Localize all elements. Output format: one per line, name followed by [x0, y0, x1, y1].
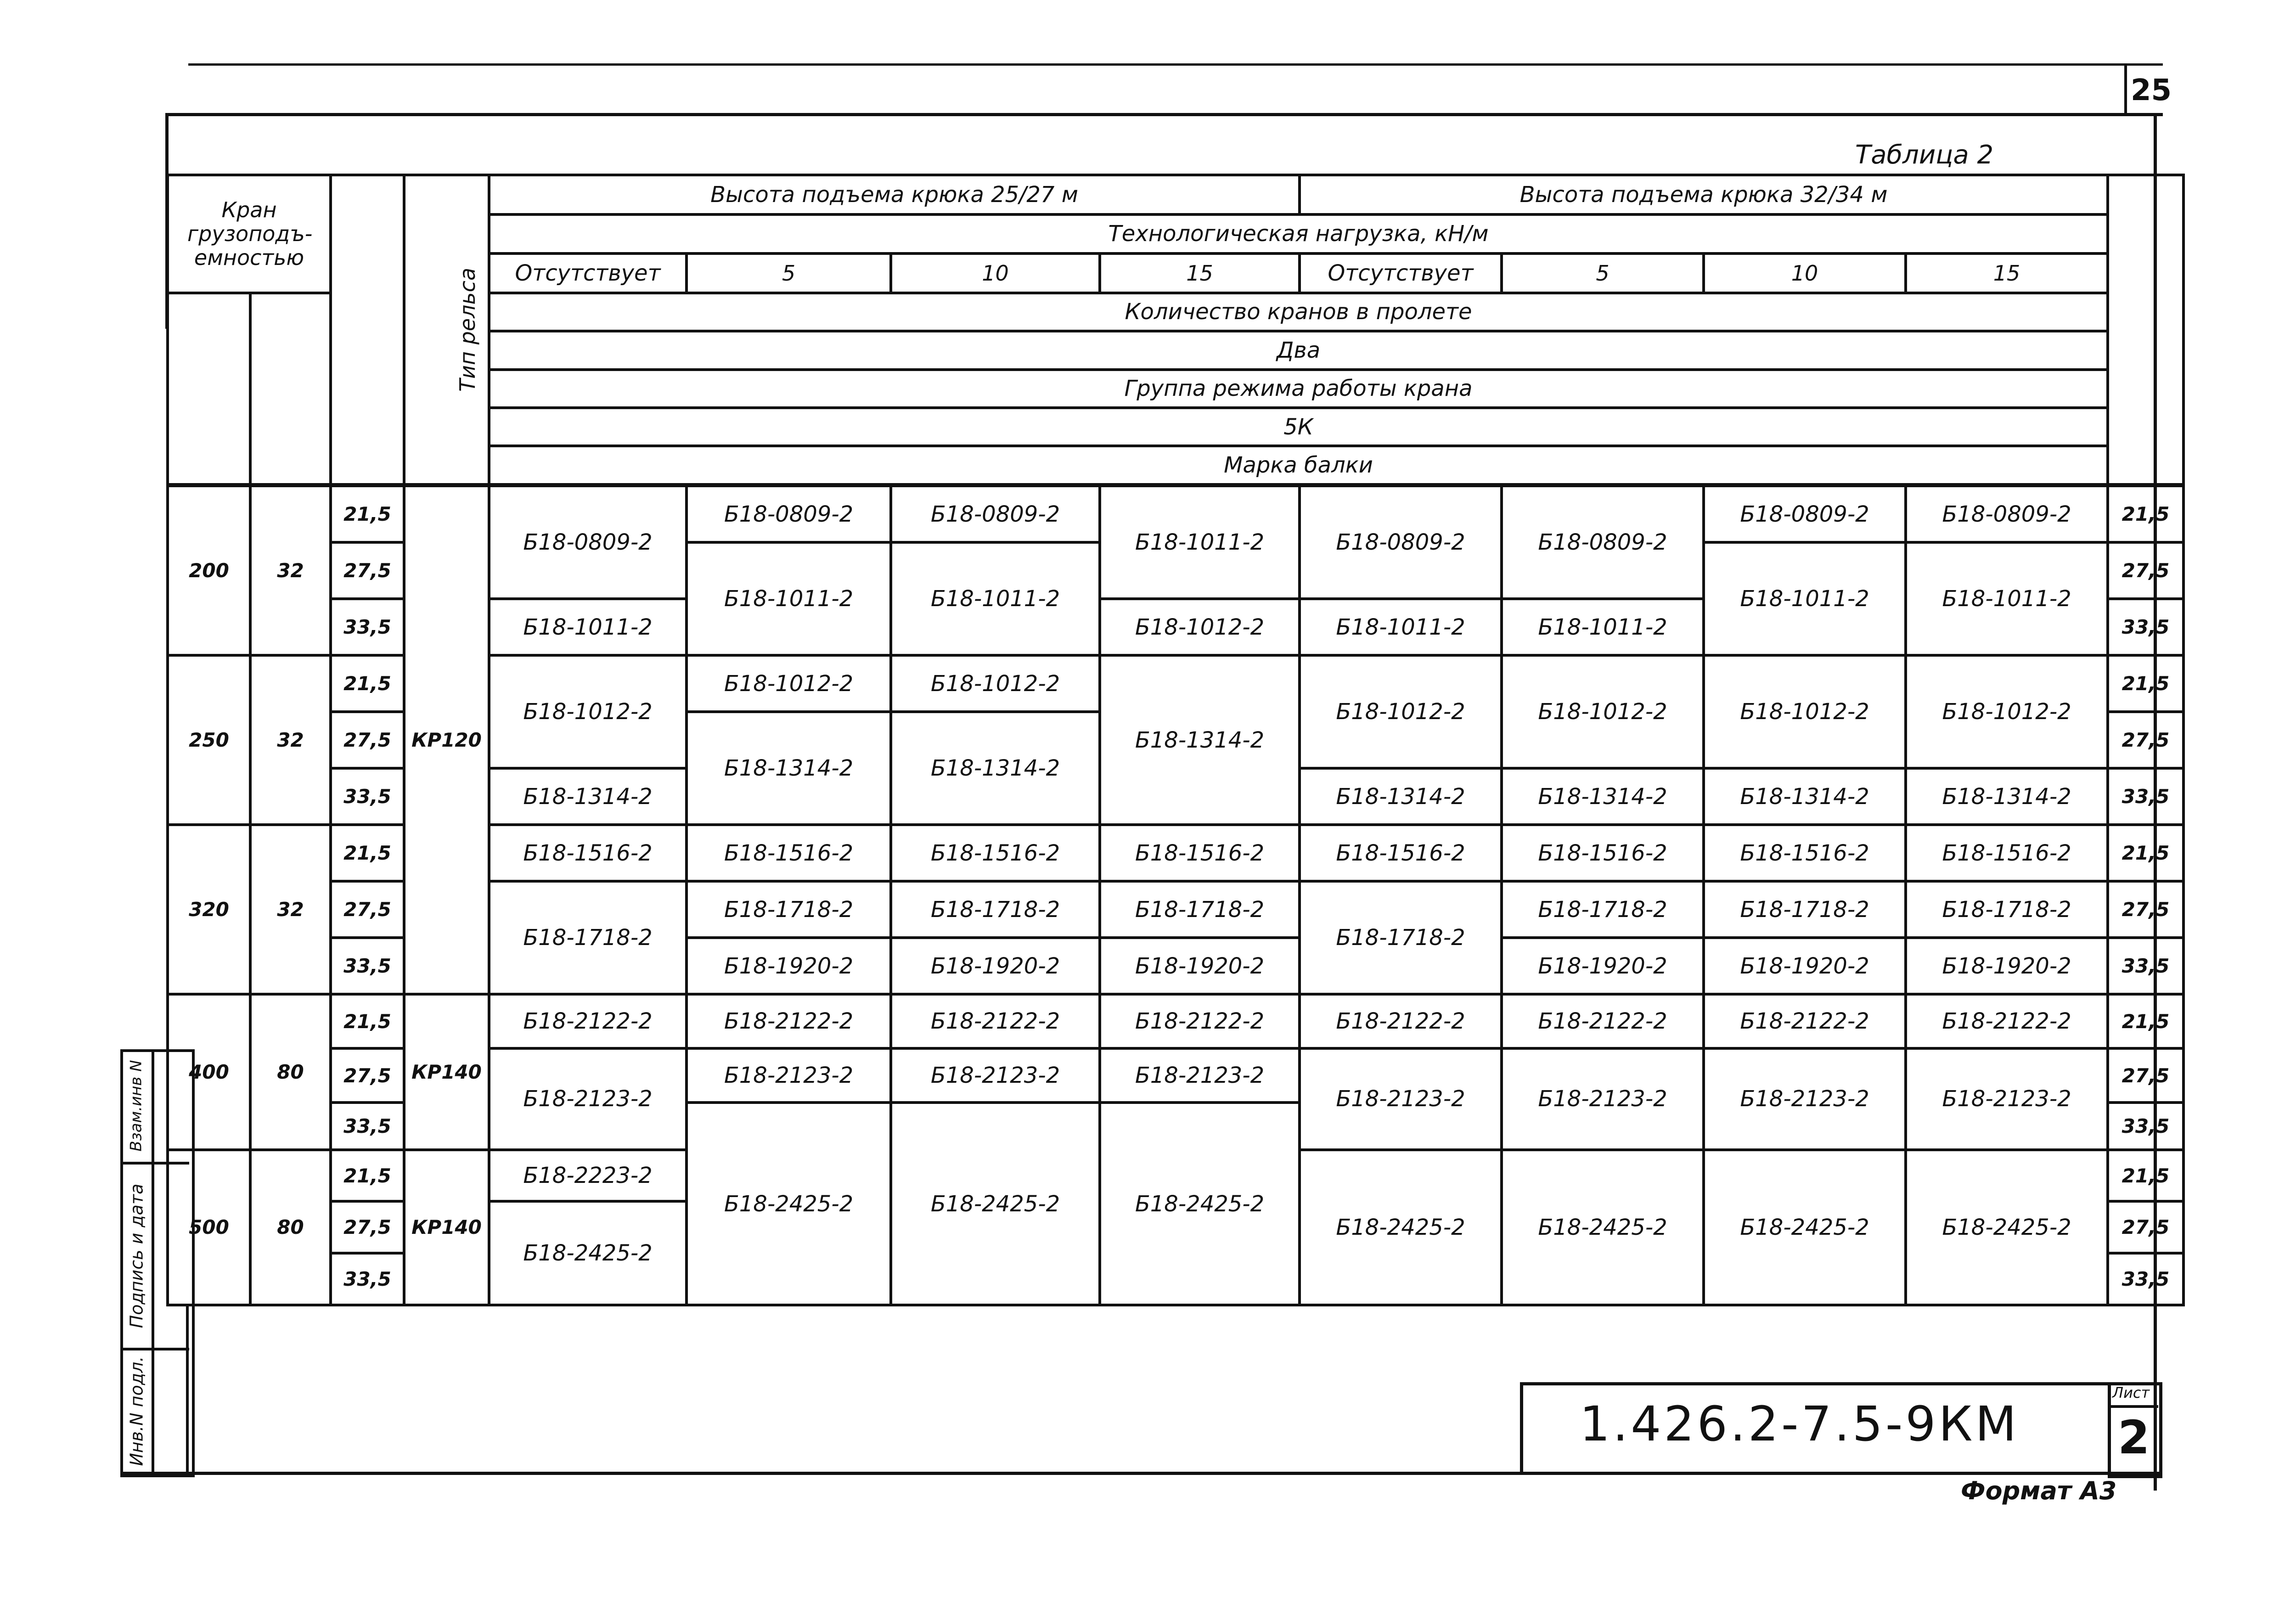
beam-cell: Б18-1012-2: [1300, 655, 1502, 768]
span-cell-right: 27,5: [2108, 1048, 2183, 1103]
beam-cell: Б18-1012-2: [489, 655, 687, 768]
table-header: [166, 174, 2185, 486]
beam-cell: Б18-1718-2: [1300, 881, 1502, 994]
beam-cell: Б18-2123-2: [1704, 1048, 1906, 1149]
rail-kr140-a: КР140: [404, 994, 489, 1149]
span-cell: 21,5: [331, 486, 404, 542]
beam-cell: Б18-1011-2: [891, 542, 1100, 655]
beam-cell: Б18-1516-2: [489, 825, 687, 881]
beam-cell: Б18-1718-2: [891, 881, 1100, 938]
beam-cell: Б18-1516-2: [1906, 825, 2108, 881]
beam-cell: Б18-1516-2: [1704, 825, 1906, 881]
beam-cell: Б18-1314-2: [687, 712, 891, 825]
span-cell-right: 33,5: [2108, 768, 2183, 825]
beam-cell: Б18-1012-2: [1100, 599, 1300, 655]
span-cell-right: 21,5: [2108, 825, 2183, 881]
beam-cell: Б18-2122-2: [1906, 994, 2108, 1048]
span-cell: 33,5: [331, 1103, 404, 1150]
beam-cell: Б18-1012-2: [687, 655, 891, 712]
header-aux-hook: [250, 293, 331, 484]
beam-cell: Б18-1011-2: [1906, 542, 2108, 655]
sheet-number: 2: [2118, 1411, 2150, 1464]
beam-cell: Б18-2425-2: [1906, 1150, 2108, 1305]
page-number-divider: [2124, 63, 2127, 114]
load-left-none: Отсутствует: [489, 253, 687, 293]
top-rule: [188, 63, 2163, 66]
header-lift-32: Высота подъема крюка 32/34 м: [1300, 175, 2108, 214]
beam-cell: Б18-1314-2: [1300, 768, 1502, 825]
header-crane-capacity: Кран грузоподъ- емностью: [168, 175, 331, 293]
span-cell: 27,5: [331, 712, 404, 768]
rail-kr120: КР120: [404, 486, 489, 994]
beam-cell: Б18-1920-2: [1906, 938, 2108, 994]
beam-cell: Б18-2425-2: [1704, 1150, 1906, 1305]
aux-hook-320: 32: [250, 825, 331, 994]
beam-cell: Б18-2122-2: [1502, 994, 1704, 1048]
header-span-left: [331, 175, 404, 484]
load-right-10: 10: [1704, 253, 1906, 293]
span-cell-right: 33,5: [2108, 1103, 2183, 1150]
beam-cell: Б18-2425-2: [1300, 1150, 1502, 1305]
header-crane-count-label: Количество кранов в пролете: [489, 293, 2108, 331]
frame-left-lower: [186, 1306, 189, 1474]
side-stamp-inv: Инв.N подл.: [126, 1356, 147, 1466]
beam-cell: Б18-2123-2: [489, 1048, 687, 1149]
load-right-15: 15: [1906, 253, 2108, 293]
beam-cell: Б18-1516-2: [891, 825, 1100, 881]
aux-hook-500: 80: [250, 1150, 331, 1305]
beam-cell: Б18-1718-2: [687, 881, 891, 938]
aux-hook-400: 80: [250, 994, 331, 1149]
beam-cell: Б18-1011-2: [1502, 599, 1704, 655]
beam-cell: Б18-0809-2: [489, 486, 687, 599]
beam-cell: Б18-1314-2: [1502, 768, 1704, 825]
span-cell: 33,5: [331, 599, 404, 655]
beam-cell: Б18-2425-2: [489, 1201, 687, 1305]
beam-cell: Б18-1718-2: [1704, 881, 1906, 938]
beam-cell: Б18-0809-2: [687, 486, 891, 542]
span-cell-right: 21,5: [2108, 1150, 2183, 1202]
beam-cell: Б18-0809-2: [1300, 486, 1502, 599]
beam-cell: Б18-2425-2: [687, 1103, 891, 1305]
span-cell: 33,5: [331, 1253, 404, 1305]
main-hook-250: 250: [168, 655, 250, 825]
beam-cell: Б18-1012-2: [1906, 655, 2108, 768]
span-cell-right: 21,5: [2108, 994, 2183, 1048]
span-cell: 27,5: [331, 881, 404, 938]
span-cell: 21,5: [331, 1150, 404, 1202]
header-span-right: [2108, 175, 2183, 484]
beam-cell: Б18-0809-2: [1704, 486, 1906, 542]
beam-cell: Б18-1718-2: [1906, 881, 2108, 938]
beam-cell: Б18-1011-2: [489, 599, 687, 655]
beam-cell: Б18-1718-2: [1100, 881, 1300, 938]
beam-cell: Б18-1314-2: [1100, 655, 1300, 825]
span-cell-right: 27,5: [2108, 881, 2183, 938]
beam-cell: Б18-2223-2: [489, 1150, 687, 1202]
beam-cell: Б18-2123-2: [687, 1048, 891, 1103]
load-left-5: 5: [687, 253, 891, 293]
span-cell-right: 27,5: [2108, 712, 2183, 768]
span-cell: 33,5: [331, 938, 404, 994]
span-cell-right: 27,5: [2108, 542, 2183, 599]
beam-cell: Б18-1314-2: [1906, 768, 2108, 825]
beam-cell: Б18-2122-2: [1300, 994, 1502, 1048]
header-crane-count: Два: [489, 331, 2108, 369]
header-mode: 5К: [489, 408, 2108, 446]
header-mode-label: Группа режима работы крана: [489, 370, 2108, 408]
beam-cell: Б18-2123-2: [1502, 1048, 1704, 1149]
span-cell: 21,5: [331, 655, 404, 712]
header-main-hook: [168, 293, 250, 484]
beam-cell: Б18-2425-2: [1502, 1150, 1704, 1305]
beam-cell: Б18-1314-2: [489, 768, 687, 825]
rail-kr140-b: КР140: [404, 1150, 489, 1305]
beam-cell: Б18-2123-2: [891, 1048, 1100, 1103]
beam-cell: Б18-1011-2: [1100, 486, 1300, 599]
beam-cell: Б18-1920-2: [891, 938, 1100, 994]
beam-cell: Б18-1516-2: [1100, 825, 1300, 881]
load-right-none: Отсутствует: [1300, 253, 1502, 293]
side-stamp-replace: Взам.инв N: [127, 1059, 146, 1152]
beam-cell: Б18-0809-2: [1502, 486, 1704, 599]
beam-cell: Б18-1920-2: [1100, 938, 1300, 994]
load-left-10: 10: [891, 253, 1100, 293]
beam-cell: Б18-2122-2: [891, 994, 1100, 1048]
beam-cell: Б18-2123-2: [1100, 1048, 1300, 1103]
doc-code: 1.426.2-7.5-9КМ: [1580, 1396, 2020, 1452]
header-lift-25: Высота подъема крюка 25/27 м: [489, 175, 1300, 214]
span-cell-right: 27,5: [2108, 1201, 2183, 1253]
beam-cell: Б18-2123-2: [1300, 1048, 1502, 1149]
main-hook-200: 200: [168, 486, 250, 655]
side-stamp-row-2: [120, 1348, 189, 1350]
span-cell-right: 21,5: [2108, 486, 2183, 542]
span-cell: 27,5: [331, 1201, 404, 1253]
beam-cell: Б18-1011-2: [1704, 542, 1906, 655]
sheet-label: Лист: [2112, 1384, 2150, 1401]
span-cell: 21,5: [331, 994, 404, 1048]
beam-cell: Б18-2122-2: [1100, 994, 1300, 1048]
beam-cell: Б18-2123-2: [1906, 1048, 2108, 1149]
load-right-5: 5: [1502, 253, 1704, 293]
beam-cell: Б18-1920-2: [1502, 938, 1704, 994]
beam-cell: Б18-2425-2: [891, 1103, 1100, 1305]
beam-cell: Б18-1012-2: [1502, 655, 1704, 768]
aux-hook-200: 32: [250, 486, 331, 655]
beam-cell: Б18-1012-2: [1704, 655, 1906, 768]
span-cell: 21,5: [331, 825, 404, 881]
beam-cell: Б18-1314-2: [891, 712, 1100, 825]
beam-cell: Б18-1920-2: [1704, 938, 1906, 994]
beam-cell: Б18-2122-2: [687, 994, 891, 1048]
format-label: Формат А3: [1961, 1476, 2117, 1505]
span-cell: 27,5: [331, 542, 404, 599]
beam-cell: Б18-1516-2: [687, 825, 891, 881]
table-caption: Таблица 2: [1855, 140, 1994, 170]
table-body: [166, 484, 2185, 1306]
side-stamp-signature: Подпись и дата: [126, 1183, 147, 1328]
side-stamp-row-1: [120, 1162, 189, 1165]
frame-top: [165, 113, 2163, 116]
header-beam-label: Марка балки: [489, 446, 2108, 484]
span-cell-right: 33,5: [2108, 599, 2183, 655]
beam-cell: Б18-2122-2: [489, 994, 687, 1048]
beam-cell: Б18-1718-2: [1502, 881, 1704, 938]
span-cell-right: 21,5: [2108, 655, 2183, 712]
beam-cell: Б18-1516-2: [1502, 825, 1704, 881]
header-rail-type: Тип рельса: [404, 175, 489, 484]
span-cell: 33,5: [331, 768, 404, 825]
main-hook-500: 500: [168, 1150, 250, 1305]
beam-cell: Б18-2122-2: [1704, 994, 1906, 1048]
main-hook-320: 320: [168, 825, 250, 994]
beam-cell: Б18-1012-2: [891, 655, 1100, 712]
beam-cell: Б18-1314-2: [1704, 768, 1906, 825]
span-cell-right: 33,5: [2108, 1253, 2183, 1305]
header-tech-load: Технологическая нагрузка, кН/м: [489, 214, 2108, 254]
main-hook-400: 400: [168, 994, 250, 1149]
page-number: 25: [2131, 73, 2172, 107]
beam-cell: Б18-1011-2: [1300, 599, 1502, 655]
span-cell-right: 33,5: [2108, 938, 2183, 994]
load-left-15: 15: [1100, 253, 1300, 293]
sheet-box-divider: [2108, 1405, 2158, 1408]
span-cell: 27,5: [331, 1048, 404, 1103]
beam-cell: Б18-0809-2: [891, 486, 1100, 542]
aux-hook-250: 32: [250, 655, 331, 825]
beam-cell: Б18-1920-2: [687, 938, 891, 994]
beam-cell: Б18-1516-2: [1300, 825, 1502, 881]
beam-cell: Б18-1011-2: [687, 542, 891, 655]
beam-cell: Б18-0809-2: [1906, 486, 2108, 542]
beam-cell: Б18-2425-2: [1100, 1103, 1300, 1305]
beam-cell: Б18-1718-2: [489, 881, 687, 994]
